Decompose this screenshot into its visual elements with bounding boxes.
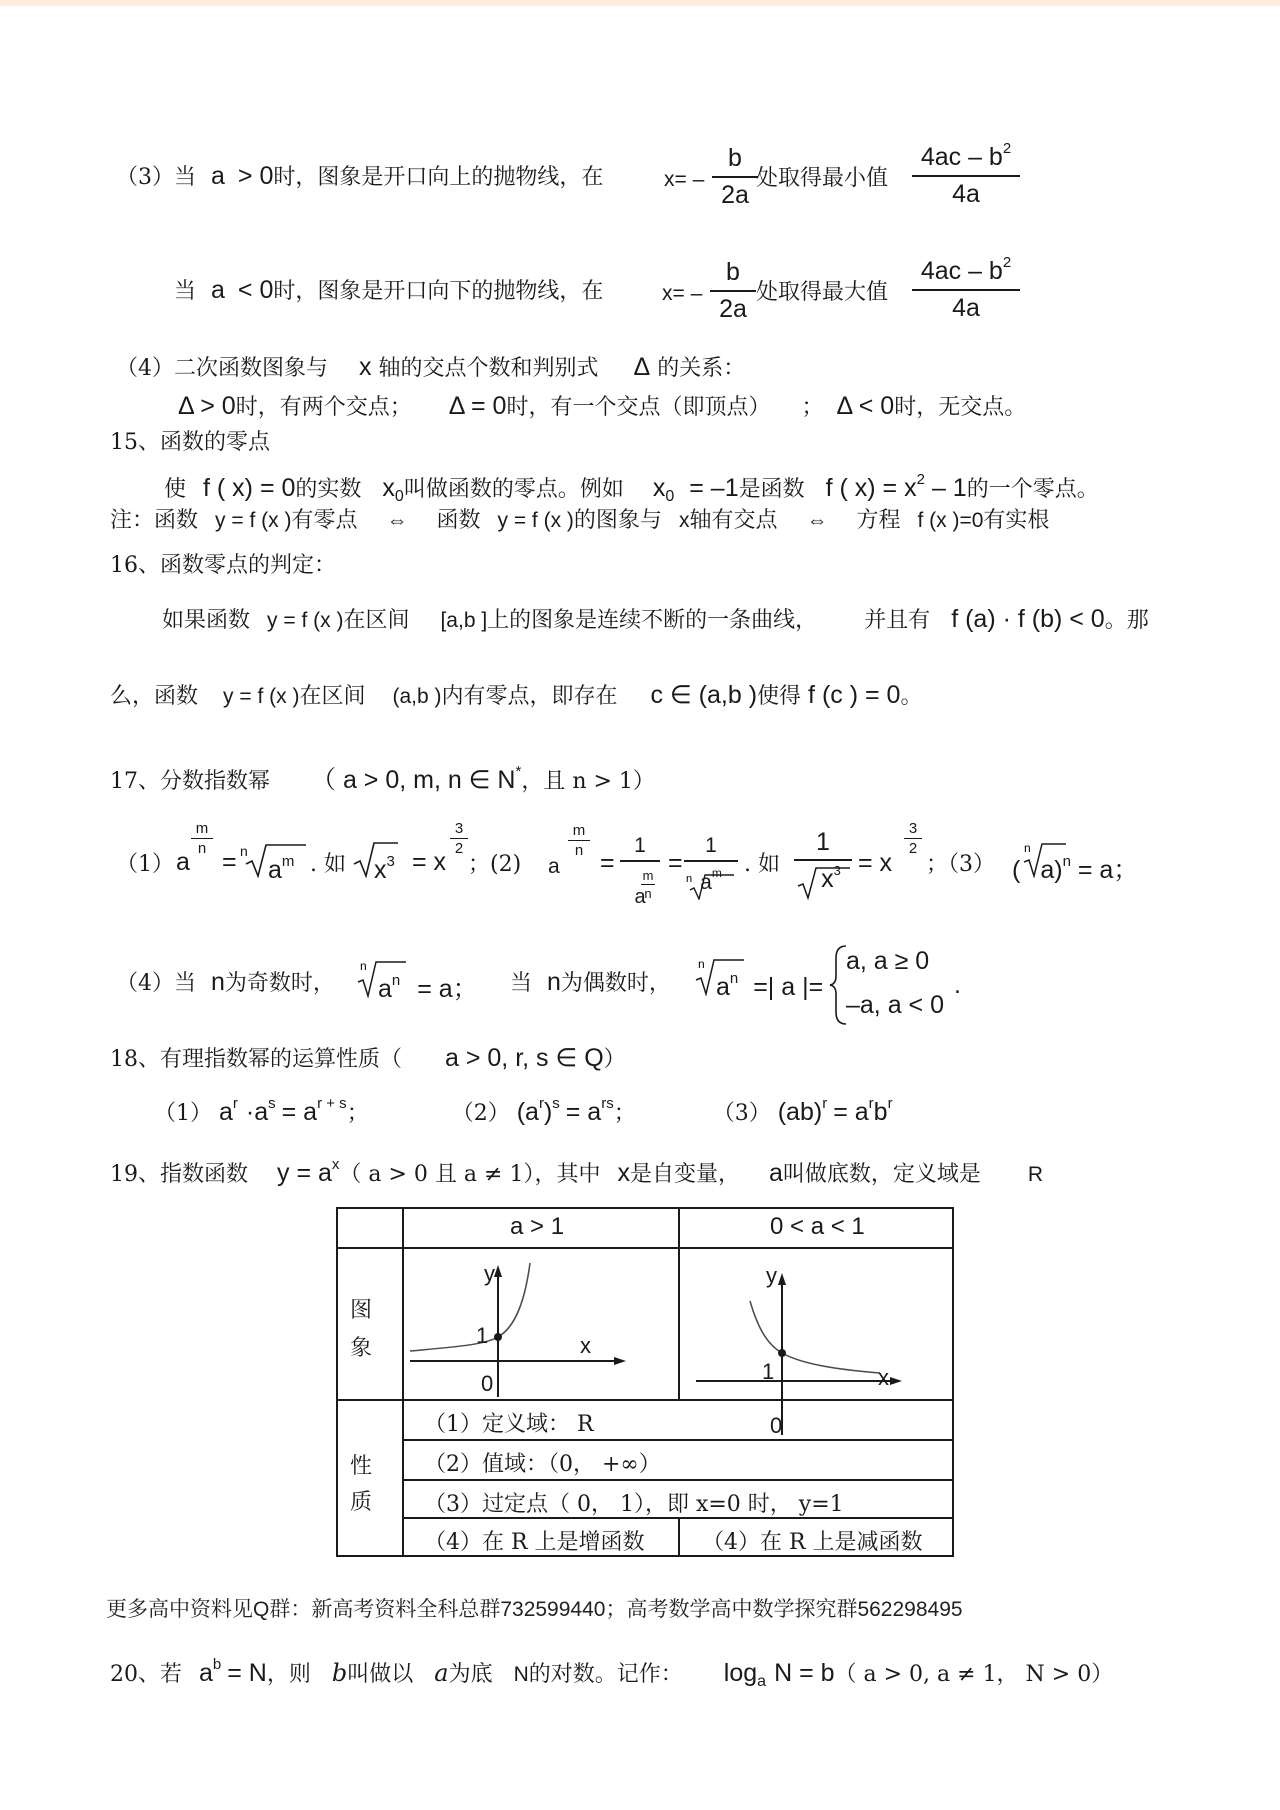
s16-l2e: 内有零点，即存在 [441,684,618,709]
s15-l1h: 是函数 [738,477,805,502]
s17-p2-f2-den-wrap: $a^m$ [700,866,722,894]
s15-x0b [652,474,675,505]
s17-p4-expr1-n: n [391,972,401,989]
s3-text2: 处取得最小值 [756,166,889,191]
s4-line2 [178,391,1026,423]
s17-p2-exp2 [904,820,922,857]
s16-title: 16、函数零点的判定： [110,553,336,578]
s15-l1f-sub: 0 [665,488,675,505]
s17-title: 17、分数指数幂 [110,769,270,794]
s19-eq-x: x [331,1156,340,1173]
graph1-one-label: 1 [476,1323,489,1348]
s17-p2-n: n [574,842,584,859]
s17-p4-case2: –a, a < 0 [846,991,944,1019]
s17-p2-dot: . 如 [744,852,780,877]
s17-p1-x: x [374,856,387,884]
graph2-one-label: 1 [762,1359,775,1384]
table-row-prop-label-2: 质 [350,1490,373,1515]
s18-r3-c: = a [833,1098,869,1126]
s3b-val-den: 4a [952,294,980,322]
s16-l1a: 如果函数 [162,608,251,633]
s16-l1f: 并且有 [864,608,931,633]
s17-p3-eq: = a； [1077,856,1139,884]
s17-p3-n: n [1062,853,1071,870]
s17-p2-f3-num: 1 [816,828,830,856]
s15-line1 [164,465,1099,512]
table-row-graph-label-1: 图 [350,1298,373,1323]
s17-p1-e-den: 2 [454,840,464,857]
s18-r2-end: ； [613,1101,636,1126]
s4-text1: 轴的交点个数和判别式 [378,356,599,381]
s17-p1-label: （1） [116,852,174,877]
s17-p1-exp [191,820,213,857]
graph2-x-label: x [878,1365,889,1390]
s3b-value-frac [912,254,1020,323]
s18-r3-r: r [822,1095,828,1112]
s3b-val-exp: 2 [1002,254,1012,271]
s15-title: 15、函数的零点 [110,430,270,455]
s17-p4-expr2-n: n [729,970,739,987]
graph2-y-label: y [766,1263,777,1288]
s15-note-g: x [678,509,690,532]
s17-p2-f1-den: a [634,886,646,908]
s17-p4-eq2: =| a |= [753,973,824,1001]
s18-r1-label: （1） [154,1101,212,1126]
s18-r3-label: （3） [712,1101,771,1126]
s18-r3-b: b [873,1098,888,1126]
svg-text:n: n [698,957,705,971]
s3-label: （3）当 [116,165,196,190]
s15-l1d: x [382,474,395,502]
s17-p4-t3: 为偶数时， [560,971,671,996]
s4-cond1: Δ > 0 [178,392,236,420]
s19-eq-text: y = a [277,1159,332,1187]
s15-note-i: 方程 [856,508,901,533]
s18-r1-s: s [268,1095,276,1112]
s17-p4-t2: 当 [510,971,533,996]
table-prop-decreasing: （4）在 R 上是减函数 [702,1530,923,1555]
s17-cond [311,763,522,794]
s17-p4-line [116,967,335,999]
s4-x: x [359,353,372,381]
s20-N: N [513,1663,529,1686]
s19-t1: 是自变量， [629,1162,740,1187]
s15-note-d: 函数 [436,508,481,533]
table-divider [402,1439,952,1441]
s17-p1-a [176,847,190,877]
s3-cond-a: a [211,162,225,190]
s16-l2i: 。 [900,684,923,709]
s18-cond: a > 0, r, s ∈ Q [445,1044,604,1072]
table-divider [678,1517,680,1555]
s18-r1-b: ·a [245,1098,269,1126]
s17-p2-exp [568,822,590,859]
s18-r3 [777,1095,893,1126]
s17-p2-m: m [572,822,586,839]
s3b-cond-a: a [211,276,225,304]
s3-frac-num: b [728,144,742,172]
s15-note-h: 轴有交点 [689,508,778,533]
s15-fx [825,471,925,502]
s17-p1-eq: = [222,848,237,876]
s3b-line [174,275,603,307]
s17-p1-radicand [268,847,294,885]
s3-x-eq: x= – [664,168,705,191]
s18-r1-c: = a [281,1098,318,1126]
s3-value-frac [912,140,1020,209]
s19-t2: 叫做底数，定义域是 [782,1162,981,1187]
s20-log-base: a [757,1673,767,1690]
s20-t4: 的对数。记作： [528,1662,683,1687]
s16-l1e: 上的图象是连续不断的一条曲线， [487,608,818,633]
s16-l2c: 在区间 [299,684,366,709]
s17-p2-f2-num: 1 [705,834,717,857]
s17-p3-open: ( [1012,856,1021,884]
s3b-text1: 时，图象是开口向下的抛物线，在 [273,279,604,304]
s20-a: a [434,1659,449,1687]
s3-x-frac [712,144,758,210]
table-row-graph-label-2: 象 [350,1336,373,1361]
s3b-frac-den: 2a [719,295,747,323]
s18-r1-end: ； [346,1101,369,1126]
s19-eq [277,1156,340,1187]
s3b-x-frac [710,258,756,324]
exponential-properties-table [336,1207,954,1557]
s19-cond: （ a > 0 且 a ≠ 1），其中 [339,1162,601,1187]
s18-r1-r: r [232,1095,238,1112]
s17-p2-eq2: = [668,849,683,877]
s15-equiv-arrow-icon-2: ⇔ [806,509,828,532]
s16-l2f: c ∈ (a,b ) [650,681,758,709]
s15-l1g: = –1 [689,474,739,502]
s18-r2-a: (a [516,1098,539,1126]
s16-l1g: f (a) · f (b) < 0 [951,605,1105,633]
s15-l1i-sup: 2 [916,471,925,488]
s15-l1j: – 1 [931,474,967,502]
s15-x0 [382,474,404,505]
s20-cond: （ a > 0, a ≠ 1， N > 0） [834,1662,1114,1687]
svg-text:n: n [686,873,693,885]
s17-cond-text: （ a > 0, m, n ∈ N [311,766,516,794]
s16-l1d: [a,b ] [440,609,488,632]
table-prop-increasing: （4）在 R 上是增函数 [424,1530,645,1555]
s19-title: 19、指数函数 [110,1162,248,1187]
s19-a: a [768,1159,783,1187]
s17-p4-label: （4）当 [116,971,196,996]
s18-title-line [110,1043,626,1075]
s16-l1b: y = f (x ) [267,609,344,632]
table-row-prop-label-1: 性 [350,1454,373,1479]
s4-cond3-text: 时，无交点。 [894,395,1027,420]
s17-p4-expr2-a: a [716,973,730,1001]
s17-p4-n2: n [547,968,561,996]
graph1-x-label: x [580,1333,591,1358]
s18-r2-r: r [538,1095,544,1112]
s18-r2-b: ) [543,1098,553,1126]
s17-p1-dot: . 如 [310,852,346,877]
s20-t1: ，则 [266,1662,311,1687]
s3b-cond-op: < 0 [237,276,274,304]
s4-text2: 的关系： [657,356,746,381]
s20-ab-a: a [199,1659,213,1687]
s15-l1k: 的一个零点。 [966,477,1099,502]
s19-x: x [617,1159,630,1187]
s17-title-line [110,757,655,797]
s17-p1-root-m: m [281,853,295,870]
s17-p4-eq1: = a； [417,975,478,1003]
s3-cond-op: > 0 [237,162,274,190]
s17-p1-exp2 [450,820,468,857]
s17-p4-expr1 [378,966,478,1004]
s15-note-b: y = f (x ) [215,509,292,532]
s18-r2 [516,1095,614,1126]
table-header-0-lt-a-lt-1: 0 < a < 1 [770,1213,865,1240]
s15-note [110,506,1049,536]
s3-text1: 时，图象是开口向上的抛物线，在 [273,165,604,190]
s4-semicolon: ； [801,395,824,420]
s15-l1f: x [652,474,666,502]
s17-p1-semi: ；(2) [468,852,522,877]
s3-line [116,161,603,193]
s4-cond2: Δ = 0 [448,392,507,420]
s20-b: b [331,1659,348,1687]
s17-p4-expr1-a: a [378,975,392,1003]
s4-delta: Δ [633,353,651,381]
graph-decreasing [680,1249,952,1439]
s4-cond3: Δ < 0 [836,392,895,420]
s17-p2-a: a [548,855,560,878]
s3b-frac-num: b [726,258,740,286]
s15-l1d-sub: 0 [394,488,404,505]
svg-text:n: n [1024,841,1031,855]
s18-r2-c: = a [565,1098,602,1126]
table-divider [402,1479,952,1481]
radical-icon-3 [686,872,736,900]
s17-p2-f3-den-wrap: $x^3$ [821,863,841,893]
s19-r: R [1027,1163,1044,1186]
s15-l1i: f ( x) = x [825,474,917,502]
s17-p4-end: . [954,971,961,999]
s15-l1a: 使 [164,477,187,502]
radical-icon-4 [796,864,852,900]
s15-l1b: f ( x) = 0 [203,474,296,502]
s15-note-j: f (x )=0 [917,509,984,532]
s17-p1-root-index: n [240,843,248,859]
s16-l2g: 使得 [757,684,802,709]
s17-p2-f3-den: x [821,865,834,893]
table-prop-fixed-point: （3）过定点（ 0， 1），即 x=0 时， y=1 [424,1492,844,1517]
s17-p1-x-exp: 3 [386,853,395,870]
s4-cond1-text: 时，有两个交点； [235,395,412,420]
s16-l2b: y = f (x ) [223,685,300,708]
s18-rules [154,1089,893,1129]
s16-l1h: 。那 [1104,608,1149,633]
s16-l2d: (a,b ) [392,685,442,708]
s18-close: ） [603,1047,626,1072]
s18-r1 [219,1095,347,1126]
s4-cond2-text: 时，有一个交点（即顶点） [506,395,771,420]
table-prop-domain: （1）定义域： R [424,1412,594,1437]
s17-p3-label: ；（3） [926,852,995,877]
s15-note-a: 注：函数 [110,508,199,533]
s3-frac-den: 2a [721,181,749,209]
s18-r1-a: a [219,1098,233,1126]
s3b-label: 当 [174,279,197,304]
s4-label: （4）二次函数图象与 [116,356,328,381]
s20-ab-b: b [212,1656,222,1673]
promo-footer: 更多高中资料见Q群：新高考资料全科总群732599440；高考数学高中数学探究群562298495 [106,1598,963,1621]
s20-t2: 叫做以 [347,1662,414,1687]
s18-r2-rs: rs [601,1095,614,1112]
s17-p4-even [510,967,671,999]
graph1-zero-label: 0 [481,1371,494,1396]
s17-p4-t1: 为奇数时， [224,971,335,996]
graph1-y-label: y [484,1261,495,1286]
s17-p1-m: m [195,820,209,837]
radical-icon-5 [1022,840,1068,878]
s18-title: 18、有理指数幂的运算性质（ [110,1047,402,1072]
s17-p4-case1: a, a ≥ 0 [846,947,930,975]
graph2-zero-label: 0 [770,1413,783,1438]
s16-l2h: f (c ) = 0 [808,681,901,709]
s18-r1-rs: r + s [317,1095,347,1112]
s15-note-c: 有零点 [291,508,358,533]
s17-p2-f2-den: a [700,871,712,894]
s16-l1c: 在区间 [343,608,410,633]
s20-log-text: log [723,1659,758,1687]
s20-title: 20、若 [110,1662,182,1687]
s17-p1-n: n [197,840,207,857]
s20-log [723,1659,835,1690]
graph-increasing [404,1249,678,1399]
s17-p3-close: ) [1054,856,1063,884]
s3b-x-eq: x= – [662,282,703,305]
table-prop-range: （2）值域：（0， +∞） [424,1452,661,1477]
s15-l1e: 叫做函数的零点。例如 [403,477,624,502]
s3-val-den: 4a [952,180,980,208]
s18-r3-br: r [887,1095,893,1112]
s16-line2 [110,680,922,712]
s3-val-num: 4ac – b [920,143,1003,171]
s17-p2-e-den: 2 [908,840,918,857]
s17-p2-eq3: = x [858,849,893,877]
s18-r3-ab: (ab) [777,1098,823,1126]
s4-line1 [116,352,745,384]
s18-r2-label: （2） [451,1101,510,1126]
s20-t3: 为底 [448,1662,493,1687]
s3-val-exp: 2 [1002,140,1012,157]
svg-text:n: n [360,959,367,973]
s15-note-k: 有实根 [983,508,1050,533]
s17-p2-f1-exp: m n [642,868,654,901]
s15-equiv-arrow-icon: ⇔ [386,509,408,532]
s17-p1-a-base: a [176,848,190,876]
s15-note-f: 的图象与 [573,508,662,533]
s20-line [110,1650,1113,1697]
s17-p3-a: a [1040,856,1055,884]
s20-eqN: = N [227,1659,267,1687]
s17-p2-e-num: 3 [908,820,918,837]
s17-cond-star: * [515,763,522,780]
s17-p2-f1-num: 1 [634,834,646,857]
s15-note-e: y = f (x ) [497,509,574,532]
s17-p1-e-num: 3 [454,820,464,837]
s17-p2-eq: = [600,849,615,877]
s3b-val-num: 4ac – b [920,257,1003,285]
s17-p1-root: a [268,856,282,884]
s16-line1 [162,604,1149,636]
s17-p1-x3 [374,847,395,885]
s16-l2a: 么，函数 [110,684,199,709]
s18-r3-ar: r [868,1095,874,1112]
s19-line [110,1150,1043,1190]
s17-p4-n: n [211,968,225,996]
table-header-a-gt-1: a > 1 [510,1213,565,1240]
s20-ab [199,1656,267,1687]
s17-p4-expr2 [716,964,823,1002]
s20-log-rest: N = b [774,1659,835,1687]
s18-r2-s: s [552,1095,560,1112]
s15-l1c: 的实数 [295,477,362,502]
s17-cond2: ，且 n > 1） [521,769,655,794]
s17-p1-eq2: = x [412,848,447,876]
s3b-text2: 处取得最大值 [756,280,889,305]
